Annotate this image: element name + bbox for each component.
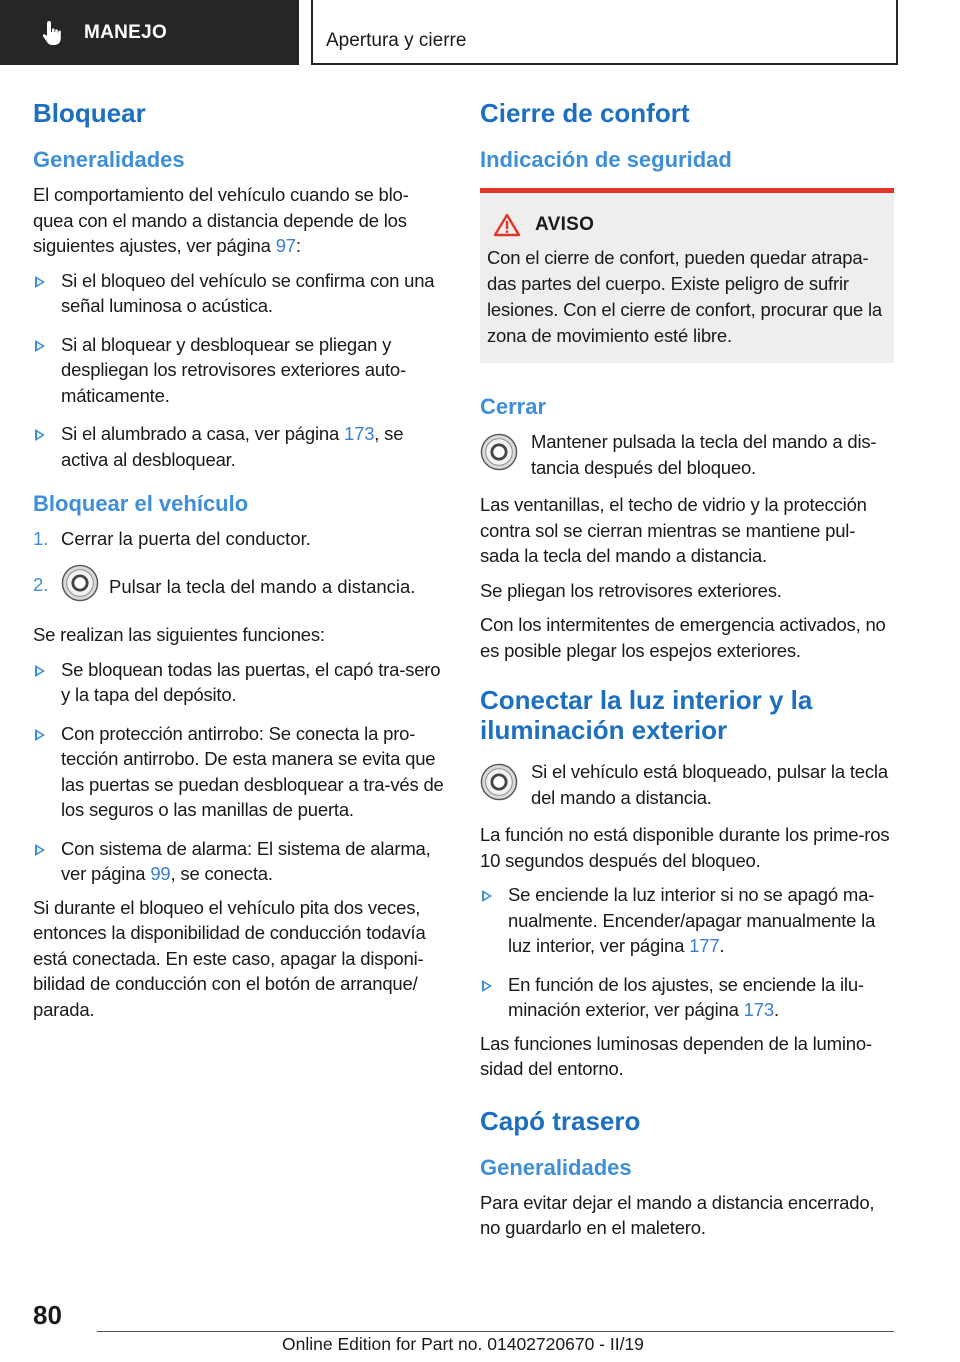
settings-list bbox=[33, 268, 447, 473]
heading-generalidades-trunk: Generalidades bbox=[480, 1154, 632, 1180]
light-fob-row: Si el vehículo está bloqueado, pulsar la tecla del mando a distancia. bbox=[480, 759, 894, 810]
step-item: 2. Pulsar la tecla del mando a distancia. bbox=[33, 572, 447, 609]
list-item: Se enciende la luz interior si no se apagó ma-nualmente. Encender/apagar manualmente la luz interior, ver página 177. bbox=[480, 882, 894, 959]
heading-generalidades: Generalidades bbox=[33, 147, 185, 172]
light-paragraph: La función no está disponible durante los prime-ros 10 segundos después del bloqueo. bbox=[480, 824, 890, 871]
list-item: En función de los ajustes, se enciende la ilu-minación exterior, ver página 173. bbox=[480, 972, 894, 1023]
page-link-97[interactable]: 97 bbox=[275, 235, 296, 256]
section-label: MANEJO bbox=[84, 21, 168, 43]
page-link-99[interactable]: 99 bbox=[150, 863, 171, 884]
lock-steps bbox=[33, 526, 447, 608]
functions-list bbox=[33, 657, 447, 887]
list-item: Con sistema de alarma: El sistema de alarma, ver página 99, se conecta. bbox=[33, 836, 447, 887]
footer-divider bbox=[97, 1331, 894, 1332]
warning-text: Con el cierre de confort, pueden quedar atrapa-das partes del cuerpo. Existe peligro de sufrir lesiones. Con el cierre de confort, procurar que la zona de movimiento esté libre. bbox=[487, 247, 882, 346]
edition-footer: Online Edition for Part no. 01402720670 - II/19 bbox=[282, 1334, 644, 1354]
triangle-bullet-icon bbox=[35, 429, 45, 441]
heading-cierre-confort: Cierre de confort bbox=[480, 98, 690, 128]
list-item: Se bloquean todas las puertas, el capó tra-sero y la tapa del depósito. bbox=[33, 657, 447, 708]
triangle-bullet-icon bbox=[35, 276, 45, 288]
light-paragraph: Las funciones luminosas dependen de la lumino-sidad del entorno. bbox=[480, 1032, 872, 1079]
warning-box bbox=[480, 188, 894, 363]
page-number: 80 bbox=[33, 1300, 62, 1330]
hand-pointer-icon bbox=[38, 18, 68, 48]
triangle-bullet-icon bbox=[35, 665, 45, 677]
heading-capo-trasero: Capó trasero bbox=[480, 1105, 641, 1136]
triangle-bullet-icon bbox=[35, 340, 45, 352]
key-fob-button-icon bbox=[480, 433, 518, 471]
page-link-173[interactable]: 173 bbox=[743, 999, 774, 1020]
chapter-title: Apertura y cierre bbox=[326, 30, 467, 51]
heading-bloquear-vehiculo: Bloquear el vehículo bbox=[33, 491, 249, 516]
list-item: Si el alumbrado a casa, ver página 173, se activa al desbloquear. bbox=[33, 421, 447, 472]
key-fob-button-icon bbox=[61, 564, 99, 602]
right-column bbox=[480, 98, 894, 1250]
final-paragraph: Si durante el bloqueo el vehículo pita dos veces, entonces la disponibilidad de conducción todavía está conectada. En este caso, apagar la disponi-bilidad de conducción con el botón de arranque/ parada. bbox=[33, 896, 426, 1020]
close-paragraph: Con los intermitentes de emergencia activados, no es posible plegar los espejos exteriores. bbox=[480, 614, 886, 661]
heading-cerrar: Cerrar bbox=[480, 394, 547, 419]
left-column bbox=[33, 98, 447, 1031]
heading-luz-interior: Conectar la luz interior y la iluminación exterior bbox=[480, 685, 813, 745]
list-item: Si al bloquear y desbloquear se pliegan y despliegan los retrovisores exteriores auto-máticamente. bbox=[33, 332, 447, 409]
functions-intro: Se realizan las siguientes funciones: bbox=[33, 624, 325, 645]
light-list bbox=[480, 882, 894, 1023]
trunk-paragraph: Para evitar dejar el mando a distancia encerrado, no guardarlo en el maletero. bbox=[480, 1191, 875, 1238]
close-paragraph: Se pliegan los retrovisores exteriores. bbox=[480, 579, 782, 601]
page-link-177[interactable]: 177 bbox=[689, 935, 720, 956]
close-fob-row: Mantener pulsada la tecla del mando a dis-tancia después del bloqueo. bbox=[480, 429, 894, 480]
warning-label: AVISO bbox=[535, 214, 595, 235]
triangle-bullet-icon bbox=[482, 890, 492, 902]
generalidades-text: El comportamiento del vehículo cuando se blo-quea con el mando a distancia depende de los siguientes ajustes, ver página 97: bbox=[33, 184, 409, 256]
chapter-header bbox=[311, 0, 898, 65]
heading-bloquear: Bloquear bbox=[33, 98, 146, 128]
heading-indicacion-seguridad: Indicación de seguridad bbox=[480, 147, 732, 172]
page-link-173[interactable]: 173 bbox=[344, 423, 375, 444]
list-item: Si el bloqueo del vehículo se confirma con una señal luminosa o acústica. bbox=[33, 268, 447, 319]
list-item: Con protección antirrobo: Se conecta la pro-tección antirrobo. De esta manera se evita que las puertas se puedan desbloquear a tra-vés de los seguros o las manillas de puerta. bbox=[33, 721, 447, 823]
warning-triangle-icon bbox=[493, 213, 521, 237]
triangle-bullet-icon bbox=[35, 844, 45, 856]
triangle-bullet-icon bbox=[35, 729, 45, 741]
close-paragraph: Las ventanillas, el techo de vidrio y la protección contra sol se cierran mientras se mantiene pul-sada la tecla del mando a distancia. bbox=[480, 494, 867, 566]
section-tab bbox=[0, 0, 299, 65]
triangle-bullet-icon bbox=[482, 980, 492, 992]
step-item: 1. Cerrar la puerta del conductor. bbox=[33, 528, 311, 549]
key-fob-button-icon bbox=[480, 763, 518, 801]
